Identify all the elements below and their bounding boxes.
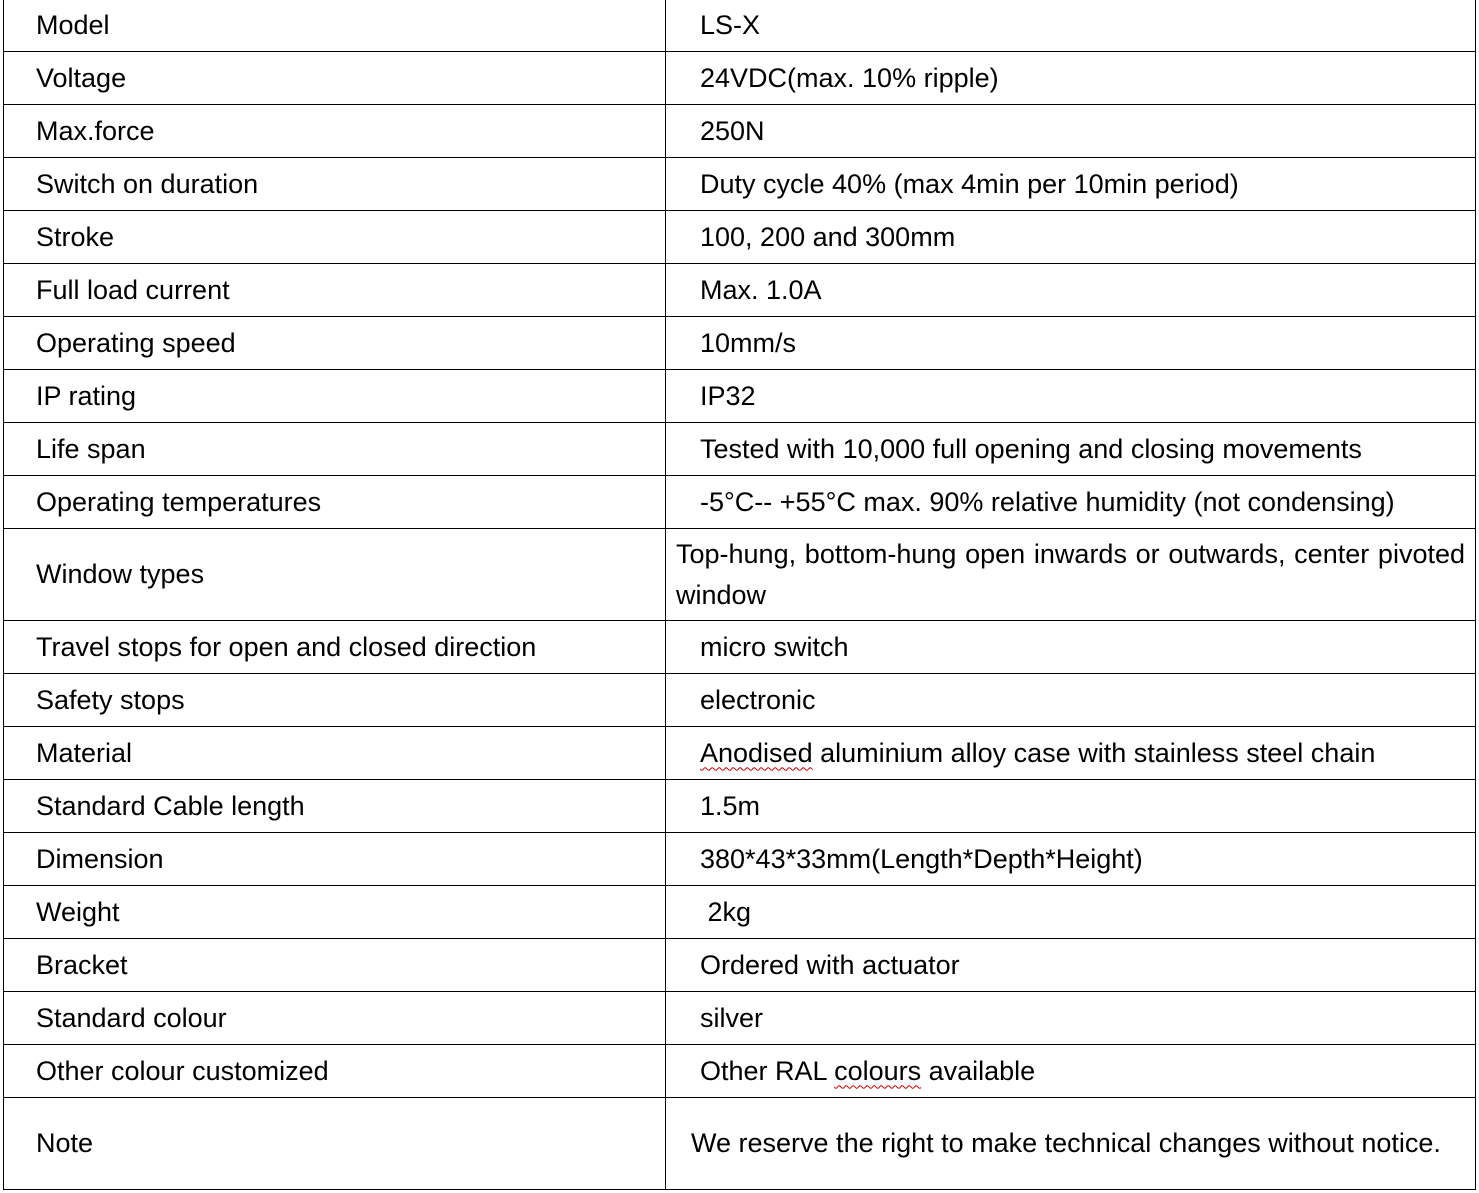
table-row	[4, 621, 1476, 674]
spec-label-ip-rating: IP rating	[4, 370, 666, 423]
table-row	[4, 939, 1476, 992]
spec-label-model: Model	[4, 0, 666, 52]
spec-value-model: LS-X	[666, 0, 1476, 52]
spec-label-bracket: Bracket	[4, 939, 666, 992]
spec-label-life-span: Life span	[4, 423, 666, 476]
spec-value-other-colour-a: Other RAL	[700, 1055, 835, 1086]
spec-value-standard-colour: silver	[666, 992, 1476, 1045]
table-row	[4, 476, 1476, 529]
spec-value-bracket: Ordered with actuator	[666, 939, 1476, 992]
table-row	[4, 833, 1476, 886]
table-row	[4, 674, 1476, 727]
spec-label-dimension: Dimension	[4, 833, 666, 886]
spec-label-travel-stops: Travel stops for open and closed direction	[4, 621, 666, 674]
spec-label-weight: Weight	[4, 886, 666, 939]
table-row	[4, 886, 1476, 939]
spec-value-material	[666, 727, 1476, 780]
spec-label-switch-on-duration: Switch on duration	[4, 158, 666, 211]
spec-value-full-load-current: Max. 1.0A	[666, 264, 1476, 317]
spec-label-standard-colour: Standard colour	[4, 992, 666, 1045]
spec-value-dimension: 380*43*33mm(Length*Depth*Height)	[666, 833, 1476, 886]
spec-label-voltage: Voltage	[4, 52, 666, 105]
spec-value-operating-speed: 10mm/s	[666, 317, 1476, 370]
spell-flagged-word: Anodised	[700, 737, 813, 768]
spec-value-travel-stops: micro switch	[666, 621, 1476, 674]
spec-value-weight: 2kg	[666, 886, 1476, 939]
spec-label-stroke: Stroke	[4, 211, 666, 264]
spec-label-window-types: Window types	[4, 529, 666, 621]
table-row	[4, 727, 1476, 780]
spec-label-cable-length: Standard Cable length	[4, 780, 666, 833]
spell-flagged-word: colours	[834, 1055, 922, 1086]
spec-table	[3, 0, 1476, 1190]
spec-value-note: We reserve the right to make technical changes without notice.	[666, 1098, 1476, 1190]
spec-value-cable-length: 1.5m	[666, 780, 1476, 833]
spec-label-material: Material	[4, 727, 666, 780]
spec-label-note: Note	[4, 1098, 666, 1190]
table-row	[4, 529, 1476, 621]
spec-value-other-colour	[666, 1045, 1476, 1098]
spec-value-window-types: Top-hung, bottom-hung open inwards or outwards, center pivoted window	[666, 529, 1476, 621]
spec-value-other-colour-c: available	[921, 1055, 1036, 1086]
spec-label-operating-speed: Operating speed	[4, 317, 666, 370]
spec-label-other-colour: Other colour customized	[4, 1045, 666, 1098]
spec-value-max-force: 250N	[666, 105, 1476, 158]
table-row	[4, 158, 1476, 211]
table-row	[4, 370, 1476, 423]
spec-value-operating-temperatures: -5°C-- +55°C max. 90% relative humidity (not condensing)	[666, 476, 1476, 529]
spec-value-material-rest: aluminium alloy case with stainless steel chain	[812, 737, 1376, 768]
spec-label-full-load-current: Full load current	[4, 264, 666, 317]
table-row	[4, 423, 1476, 476]
spec-value-stroke: 100, 200 and 300mm	[666, 211, 1476, 264]
spec-label-operating-temperatures: Operating temperatures	[4, 476, 666, 529]
spec-label-safety-stops: Safety stops	[4, 674, 666, 727]
spec-value-safety-stops: electronic	[666, 674, 1476, 727]
table-row	[4, 1098, 1476, 1190]
spec-value-ip-rating: IP32	[666, 370, 1476, 423]
spec-label-max-force: Max.force	[4, 105, 666, 158]
table-row	[4, 317, 1476, 370]
table-row	[4, 52, 1476, 105]
spec-value-voltage: 24VDC(max. 10% ripple)	[666, 52, 1476, 105]
spec-value-switch-on-duration: Duty cycle 40% (max 4min per 10min period)	[666, 158, 1476, 211]
table-row	[4, 105, 1476, 158]
table-row	[4, 1045, 1476, 1098]
spec-value-life-span: Tested with 10,000 full opening and closing movements	[666, 423, 1476, 476]
table-row	[4, 780, 1476, 833]
table-row	[4, 992, 1476, 1045]
table-row	[4, 0, 1476, 52]
table-row	[4, 264, 1476, 317]
table-row	[4, 211, 1476, 264]
